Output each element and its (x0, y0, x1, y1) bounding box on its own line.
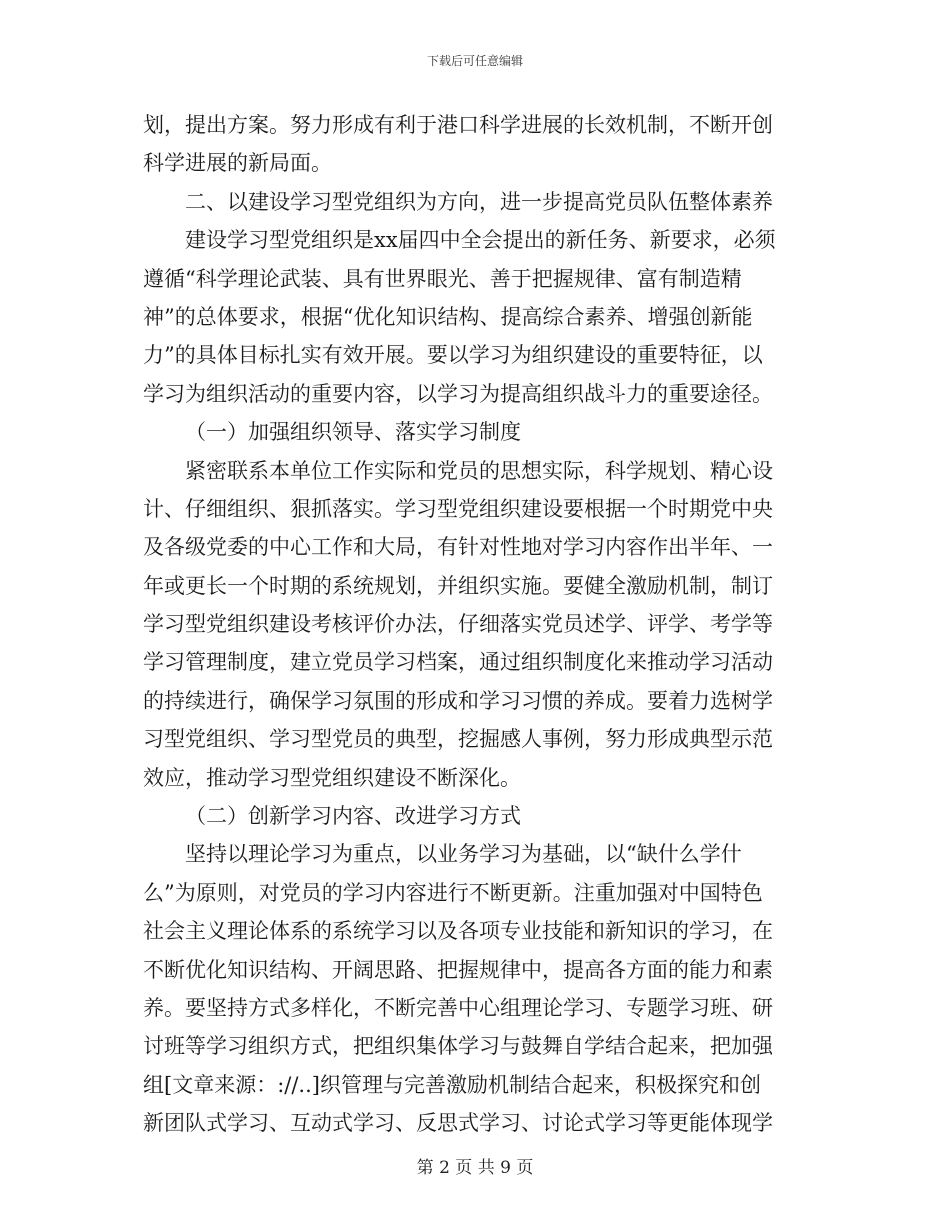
page-header: 下载后可任意编辑 (426, 54, 523, 68)
text-line: 科学进展的新局面。 (143, 151, 332, 176)
text-line: 习型党组织、学习型党员的典型，挖掘感人事例，努力形成典型示范 (143, 727, 773, 752)
text-line: 遵循“科学理论武装、具有世界眼光、善于把握规律、富有制造精 (143, 266, 742, 291)
text-line: 新团队式学习、互动式学习、反思式学习、讨论式学习等更能体现学 (143, 1111, 773, 1136)
text-line: 学习型党组织建设考核评价办法，仔细落实党员述学、评学、考学等 (143, 612, 773, 637)
text-line: （一）加强组织领导、落实学习制度 (185, 420, 521, 445)
text-line: 建设学习型党组织是xx届四中全会提出的新任务、新要求，必须 (185, 228, 776, 253)
text-line: 组[文章来源：://..]织管理与完善激励机制结合起来，积极探究和创 (143, 1072, 761, 1097)
text-line: 坚持以理论学习为重点，以业务学习为基础，以“缺什么学什 (185, 842, 742, 867)
text-line: 力”的具体目标扎实有效开展。要以学习为组织建设的重要特征，以 (143, 343, 763, 368)
text-line: 学习管理制度，建立党员学习档案，通过组织制度化来推动学习活动 (143, 650, 773, 675)
text-line: 学习为组织活动的重要内容，以学习为提高组织战斗力的重要途径。 (143, 381, 773, 406)
page-number-footer: 第 2 页 共 9 页 (416, 1158, 534, 1178)
text-line: 不断优化知识结构、开阔思路、把握规律中，提高各方面的能力和素 (143, 957, 773, 982)
text-line: 神”的总体要求，根据“优化知识结构、提高综合素养、增强创新能 (143, 304, 753, 329)
text-line: 讨班等学习组织方式，把组织集体学习与鼓舞自学结合起来，把加强 (143, 1034, 773, 1059)
document-body (143, 106, 811, 1143)
text-line: 紧密联系本单位工作实际和党员的思想实际，科学规划、精心设 (185, 458, 773, 483)
text-line: 效应，推动学习型党组织建设不断深化。 (143, 765, 521, 790)
text-line: 二、以建设学习型党组织为方向，进一步提高党员队伍整体素养 (185, 189, 773, 214)
text-line: （二）创新学习内容、改进学习方式 (185, 804, 521, 829)
text-line: 社会主义理论体系的系统学习以及各项专业技能和新知识的学习，在 (143, 919, 773, 944)
text-line: 养。要坚持方式多样化，不断完善中心组理论学习、专题学习班、研 (143, 995, 773, 1020)
text-line: 及各级党委的中心工作和大局，有针对性地对学习内容作出半年、一 (143, 535, 773, 560)
text-line: 计、仔细组织、狠抓落实。学习型党组织建设要根据一个时期党中央 (143, 496, 773, 521)
text-line: 的持续进行，确保学习氛围的形成和学习习惯的养成。要着力选树学 (143, 688, 773, 713)
text-line: 么”为原则，对党员的学习内容进行不断更新。注重加强对中国特色 (143, 880, 763, 905)
text-line: 划，提出方案。努力形成有利于港口科学进展的长效机制，不断开创 (143, 113, 773, 137)
text-line: 年或更长一个时期的系统规划，并组织实施。要健全激励机制，制订 (143, 573, 773, 598)
